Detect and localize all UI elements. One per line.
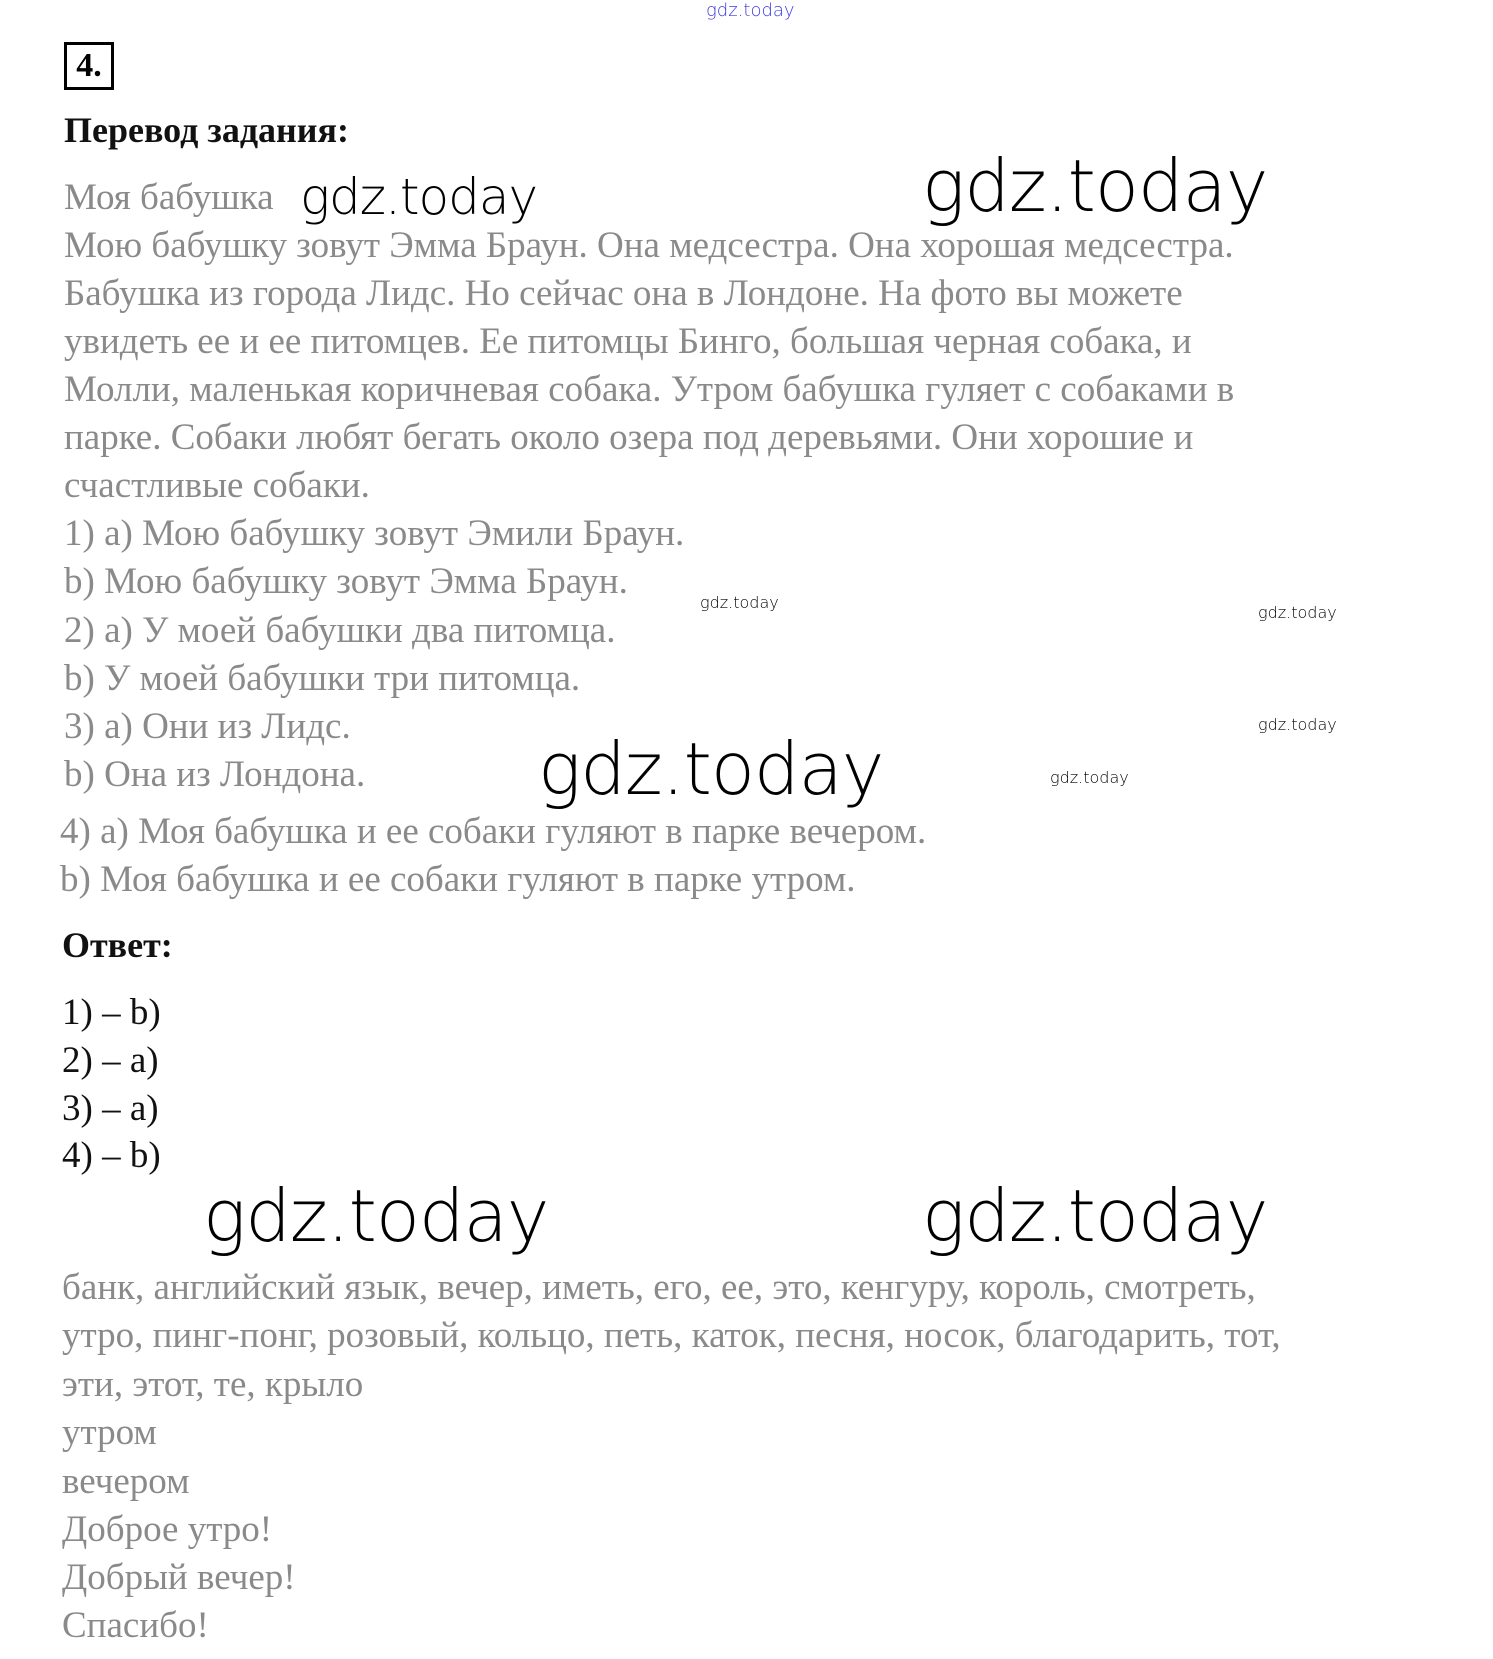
- answer-item: 3) – a): [62, 1088, 159, 1129]
- watermark: gdz.today: [203, 1174, 549, 1258]
- option-line: 1) а) Мою бабушку зовут Эмили Браун.: [64, 513, 685, 554]
- watermark: gdz.today: [1258, 603, 1337, 622]
- vocab-line: банк, английский язык, вечер, иметь, его, ее, это, кенгуру, король, смотреть,: [62, 1267, 1256, 1308]
- option-line: b) Мою бабушку зовут Эмма Браун.: [64, 561, 628, 602]
- watermark: gdz.today: [922, 144, 1268, 228]
- task-number: 4.: [64, 42, 114, 90]
- vocab-line: утром: [62, 1412, 157, 1453]
- text-line: увидеть ее и ее питомцев. Ее питомцы Бинго, большая черная собака, и: [64, 321, 1192, 362]
- option-line: b) Она из Лондона.: [64, 754, 366, 795]
- answer-item: 4) – b): [62, 1135, 161, 1176]
- vocab-line: Спасибо!: [62, 1605, 209, 1646]
- watermark: gdz.today: [1050, 768, 1129, 787]
- watermark: gdz.today: [700, 593, 779, 612]
- watermark: gdz.today: [1258, 715, 1337, 734]
- watermark: gdz.today: [538, 727, 884, 811]
- text-line: Молли, маленькая коричневая собака. Утром бабушка гуляет с собаками в: [64, 369, 1235, 410]
- option-line: 4) а) Моя бабушка и ее собаки гуляют в парке вечером.: [60, 811, 927, 852]
- vocab-line: эти, этот, те, крыло: [62, 1364, 364, 1405]
- vocab-line: Добрый вечер!: [62, 1557, 296, 1598]
- vocab-line: утро, пинг-понг, розовый, кольцо, петь, каток, песня, носок, благодарить, тот,: [62, 1315, 1281, 1356]
- option-line: b) Моя бабушка и ее собаки гуляют в парке утром.: [60, 859, 856, 900]
- answer-item: 2) – a): [62, 1040, 159, 1081]
- text-line: Мою бабушку зовут Эмма Браун. Она медсестра. Она хорошая медсестра.: [64, 225, 1234, 266]
- vocab-line: Доброе утро!: [62, 1509, 273, 1550]
- watermark: gdz.today: [922, 1174, 1268, 1258]
- option-line: b) У моей бабушки три питомца.: [64, 658, 581, 699]
- answer-item: 1) – b): [62, 992, 161, 1033]
- text-line: парке. Собаки любят бегать около озера под деревьями. Они хорошие и: [64, 417, 1194, 458]
- vocab-line: вечером: [62, 1461, 190, 1502]
- text-line: Моя бабушка: [64, 177, 274, 218]
- answer-heading: Ответ:: [62, 925, 173, 965]
- translation-heading: Перевод задания:: [64, 110, 349, 150]
- text-line: счастливые собаки.: [64, 465, 370, 506]
- option-line: 2) а) У моей бабушки два питомца.: [64, 610, 616, 651]
- watermark-top: gdz.today: [706, 0, 795, 21]
- watermark: gdz.today: [300, 168, 538, 226]
- option-line: 3) а) Они из Лидс.: [64, 706, 351, 747]
- text-line: Бабушка из города Лидс. Но сейчас она в Лондоне. На фото вы можете: [64, 273, 1183, 314]
